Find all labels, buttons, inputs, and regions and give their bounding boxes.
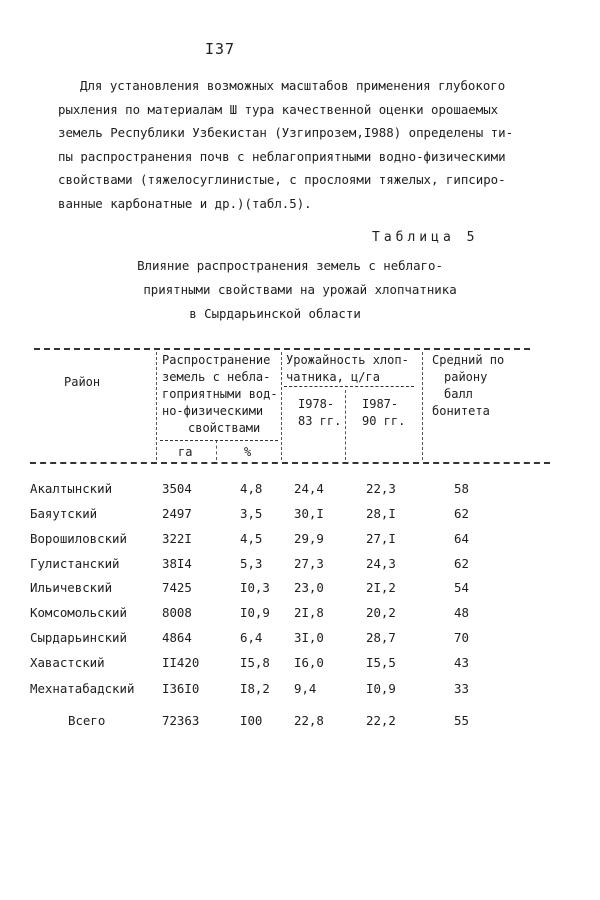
header-score-line: бонитета	[432, 404, 490, 418]
table-row	[30, 681, 590, 703]
cell-area: 72363	[162, 713, 200, 728]
cell-pct: 4,8	[240, 481, 263, 496]
cell-yield-2: 20,2	[366, 605, 396, 620]
cell-area: 4864	[162, 630, 192, 645]
header-spread-line: но-физическими	[162, 404, 264, 418]
caption-line: приятными свойствами на урожай хлопчатника	[143, 282, 457, 297]
table-total-row	[30, 713, 590, 735]
intro-line: земель Республики Узбекистан (Узгипрозем,I988) определены ти-	[58, 125, 514, 141]
cell-score: 62	[454, 556, 469, 571]
table-row	[30, 605, 590, 627]
header-bottom-rule	[30, 462, 550, 464]
cell-pct: I0,3	[240, 580, 270, 595]
table-row	[30, 655, 590, 677]
cell-score: 33	[454, 681, 469, 696]
column-divider	[156, 352, 157, 460]
cell-area: 8008	[162, 605, 192, 620]
cell-region: Комсомольский	[30, 605, 127, 620]
header-score-line: району	[444, 370, 488, 384]
table-top-rule	[34, 348, 530, 350]
header-spread-line: Распространение	[162, 353, 271, 367]
cell-yield-1: 30,I	[294, 506, 324, 521]
page-number: I37	[205, 40, 236, 58]
header-yield-line: чатника, ц/га	[286, 370, 380, 384]
cell-yield-2: 22,2	[366, 713, 396, 728]
cell-pct: 6,4	[240, 630, 263, 645]
header-period-2	[362, 396, 405, 430]
caption-line: в Сырдарьинской области	[189, 306, 361, 321]
header-spread	[162, 352, 278, 437]
table-label: Таблица 5	[372, 230, 479, 245]
cell-yield-2: 28,7	[366, 630, 396, 645]
intro-line: Для установления возможных масштабов применения глубокого	[80, 78, 506, 93]
intro-line: свойствами (тяжелосуглинистые, с прослоями тяжелых, гипсиро-	[58, 172, 506, 188]
header-score-line: Средний по	[432, 353, 505, 367]
cell-pct: I8,2	[240, 681, 270, 696]
header-period-1	[298, 396, 341, 430]
cell-area: II420	[162, 655, 200, 670]
table-row	[30, 630, 590, 652]
cell-region: Гулистанский	[30, 556, 120, 571]
cell-pct: 4,5	[240, 531, 263, 546]
caption-line: Влияние распространения земель с неблаго-	[137, 258, 443, 273]
cell-pct: 3,5	[240, 506, 263, 521]
header-region: Район	[64, 375, 101, 389]
cell-region: Хавастский	[30, 655, 105, 670]
header-period-line: I978-	[298, 397, 335, 411]
cell-region: Мехнатабадский	[30, 681, 135, 696]
cell-yield-2: 2I,2	[366, 580, 396, 595]
cell-area: I36I0	[162, 681, 200, 696]
header-score	[432, 352, 504, 420]
cell-yield-2: 22,3	[366, 481, 396, 496]
table-row	[30, 556, 590, 578]
cell-yield-1: 2I,8	[294, 605, 324, 620]
cell-area: 3504	[162, 481, 192, 496]
header-spread-line: свойствами	[188, 421, 261, 435]
cell-region: Всего	[68, 713, 106, 728]
cell-area: 2497	[162, 506, 192, 521]
intro-paragraph	[58, 74, 568, 216]
header-period-line: 83 гг.	[298, 414, 342, 428]
cell-area: 7425	[162, 580, 192, 595]
cell-yield-2: 24,3	[366, 556, 396, 571]
table-row	[30, 481, 590, 503]
header-period-line: I987-	[362, 397, 399, 411]
header-score-line: балл	[444, 387, 473, 401]
intro-line: рыхления по материалам Ш тура качественной оценки орошаемых	[58, 101, 499, 117]
intro-line: ванные карбонатные и др.)(табл.5).	[58, 195, 312, 211]
header-spread-line: земель с небла-	[162, 370, 271, 384]
cell-region: Баяутский	[30, 506, 98, 521]
table-row	[30, 580, 590, 602]
yield-subrule	[284, 386, 414, 387]
cell-score: 48	[454, 605, 469, 620]
cell-pct: I00	[240, 713, 263, 728]
cell-yield-2: I5,5	[366, 655, 396, 670]
cell-yield-1: 29,9	[294, 531, 324, 546]
cell-score: 58	[454, 481, 469, 496]
cell-score: 70	[454, 630, 469, 645]
header-period-line: 90 гг.	[362, 414, 406, 428]
cell-pct: I5,8	[240, 655, 270, 670]
intro-line: пы распространения почв с неблагоприятными водно-физическими	[58, 148, 506, 164]
cell-region: Акалтынский	[30, 481, 113, 496]
cell-yield-1: 27,3	[294, 556, 324, 571]
table-row	[30, 506, 590, 528]
cell-score: 62	[454, 506, 469, 521]
cell-yield-1: 24,4	[294, 481, 324, 496]
cell-pct: 5,3	[240, 556, 263, 571]
cell-region: Ворошиловский	[30, 531, 127, 546]
header-spread-line: гоприятными вод-	[162, 387, 278, 401]
cell-yield-1: 9,4	[294, 681, 317, 696]
cell-score: 43	[454, 655, 469, 670]
cell-yield-2: 28,I	[366, 506, 396, 521]
cell-yield-1: I6,0	[294, 655, 324, 670]
cell-region: Сырдарьинский	[30, 630, 127, 645]
header-yield-line: Урожайность хлоп-	[286, 353, 409, 367]
cell-yield-1: 22,8	[294, 713, 324, 728]
header-unit-pct: %	[244, 445, 252, 459]
cell-region: Ильичевский	[30, 580, 113, 595]
cell-area: 38I4	[162, 556, 192, 571]
cell-pct: I0,9	[240, 605, 270, 620]
cell-yield-2: 27,I	[366, 531, 396, 546]
cell-yield-1: 23,0	[294, 580, 324, 595]
cell-score: 54	[454, 580, 469, 595]
table-row	[30, 531, 590, 553]
header-yield	[286, 352, 409, 386]
header-unit-ha: га	[178, 445, 193, 459]
cell-area: 322I	[162, 531, 192, 546]
cell-yield-1: 3I,0	[294, 630, 324, 645]
cell-score: 55	[454, 713, 469, 728]
spread-subrule	[160, 440, 278, 441]
column-divider	[216, 440, 217, 460]
table-caption	[60, 254, 530, 326]
cell-score: 64	[454, 531, 469, 546]
column-divider	[345, 390, 346, 460]
column-divider	[422, 352, 423, 460]
cell-yield-2: I0,9	[366, 681, 396, 696]
column-divider	[281, 352, 282, 460]
